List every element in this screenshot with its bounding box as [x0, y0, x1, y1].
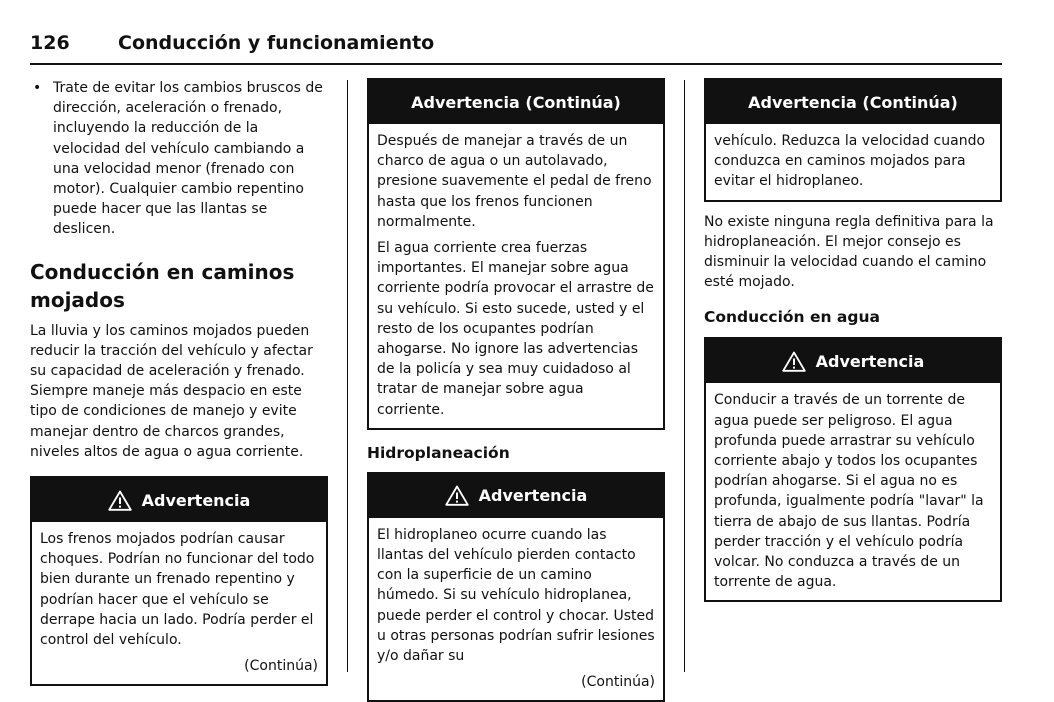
wet-roads-paragraph: La lluvia y los caminos mojados pueden reducir la tracción del vehículo y afectar su capacidad de aceleración y frenado. Siempre maneje más despacio en este tipo de condiciones de manejo y evite manejar dentro de charcos grandes, niveles altos de agua o agua corriente. [30, 322, 313, 460]
warning-title: Advertencia (Continúa) [748, 92, 958, 112]
warning-box [704, 337, 1002, 602]
page-header [30, 30, 1002, 65]
page-number: 126 [30, 32, 70, 54]
column-1 [30, 78, 328, 686]
warning-title: Advertencia [141, 490, 251, 510]
warning-header [369, 474, 663, 518]
warning-header [706, 339, 1000, 383]
warning-text: Conducir a través de un torrente de agua puede ser peligroso. El agua profunda puede arrastrar su vehículo corriente abajo y todos los ocupantes podrían ahogarse. Si el agua no es profunda, igualmente podría "lavar" la tierra de abajo de sus llantas. Podría perder tracción y el vehículo podría volcar. No conduzca a través de un torrente de agua. [714, 392, 984, 591]
warning-continued-box [704, 78, 1002, 202]
heading-wet-roads: Conducción en caminos mojados [30, 259, 295, 312]
warning-text: El agua corriente crea fuerzas importantes. El manejar sobre agua corriente podría provocar el arrastre de su vehículo. Si esto sucede, usted y el resto de los ocupantes podrían ahogarse. No ignore las advertencias de la policía y sea muy cuidadoso al tratar de manejar sobre agua corriente. [377, 240, 654, 418]
column-3 [704, 78, 1002, 602]
heading-driving-in-water: Conducción en agua [704, 308, 880, 327]
section-title: Conducción y funcionamiento [118, 32, 435, 54]
warning-continued-box [367, 78, 665, 430]
column-divider [684, 80, 685, 672]
warning-text: Los frenos mojados podrían causar choques. Podrían no funcionar del todo bien durante un frenado repentino y podrían hacer que el vehículo se derrape hacia un lado. Podría perder el control del vehículo. [40, 531, 315, 649]
warning-title: Advertencia (Continúa) [411, 92, 621, 112]
column-divider [347, 80, 348, 672]
warning-header [32, 478, 326, 522]
bullet-item: • Trate de evitar los cambios bruscos de dirección, aceleración o frenado, incluyendo la reducción de la velocidad del vehículo cambiando a una velocidad menor (frenado con motor). Cualquier cambio repentino puede hacer que las llantas se deslicen. [30, 78, 328, 240]
warning-triangle-icon [445, 485, 469, 506]
warning-text: El hidroplaneo ocurre cuando las llantas del vehículo pierden contacto con la superficie de un camino húmedo. Si su vehículo hidroplanea, puede perder el control y chocar. Usted u otras personas podrían sufrir lesiones y/o dañar su [377, 526, 655, 665]
warning-box [367, 472, 665, 702]
continues-label: (Continúa) [244, 658, 318, 675]
warning-triangle-icon [108, 490, 132, 511]
warning-header [369, 80, 663, 124]
continues-label: (Continúa) [581, 674, 655, 691]
column-2 [367, 78, 665, 702]
warning-header [706, 80, 1000, 124]
warning-title: Advertencia [815, 351, 925, 371]
warning-box [30, 476, 328, 686]
warning-text: Después de manejar a través de un charco de agua o un autolavado, presione suavemente el pedal de freno hasta que los frenos funcionen normalmente. [377, 133, 652, 230]
hydroplaning-paragraph: No existe ninguna regla definitiva para la hidroplaneación. El mejor consejo es disminuir la velocidad cuando el camino esté mojado. [704, 213, 994, 291]
warning-title: Advertencia [478, 486, 588, 506]
warning-text: vehículo. Reduzca la velocidad cuando conduzca en caminos mojados para evitar el hidroplaneo. [714, 133, 986, 190]
warning-triangle-icon [782, 351, 806, 372]
heading-hydroplaning: Hidroplaneación [367, 443, 510, 462]
